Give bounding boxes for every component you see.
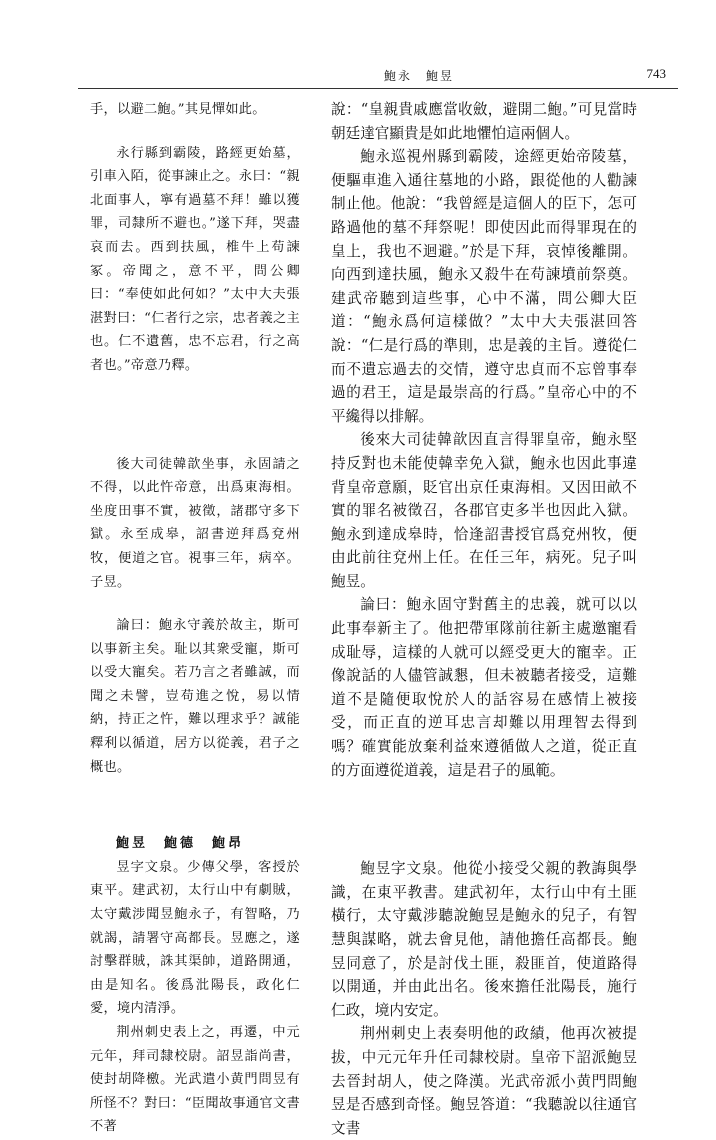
page-number: 743 <box>646 66 666 81</box>
right-paragraph-4: 鮑昱字文泉。他從小接受父親的教誨與學識，在東平教書。建武初年，太行山中有土匪橫行，太守戴涉聽說鮑昱是鮑永的兒子，有智慧與謀略，就去會見他，請他擔任高都長。鮑昱同意了，於是討伐土匪，殺匪首，使道路得以開通，并由此出名。後來擔任沘陽長，施行仁政，境内安定。 <box>331 860 637 1019</box>
section-title: 鮑昱 鮑德 鮑昂 <box>116 836 245 852</box>
right-paragraph-2: 後來大司徒韓歆因直言得罪皇帝，鮑永堅持反對也未能使韓幸免入獄，鮑永也因此事違背皇帝意願，貶官出京任東海相。又因田畝不實的罪名被徵召，各郡官吏多半也因此入獄。鮑永到達成皋時，恰逢詔書授官爲兗州牧，便由此前往兗州上任。在任三年，病死。兒子叫鮑昱。 <box>331 431 637 590</box>
right-paragraph-1: 鮑永巡視州縣到霸陵，途經更始帝陵墓，便驅車進入通往墓地的小路，跟從他的人勸諫制止他。他說：“我曾經是這個人的臣下，怎可路過他的墓不拜祭呢！即使因此而得罪現在的皇上，我也不迴避。”於是下拜，哀悼後離開。向西到達扶風，鮑永又殺牛在苟諫墳前祭奠。建武帝聽到這些事，心中不滿，問公卿大臣道：“鮑永爲何這樣做？”太中大夫張湛回答說：“仁是行爲的準則，忠是義的主旨。遵從仁而不遺忘過去的交情，遵守忠貞而不忘曾事奉過的君王，這是最崇高的行爲。”皇帝心中的不平纔得以排解。 <box>331 148 637 425</box>
translation-column <box>331 98 637 1140</box>
right-paragraph-0: 說：“皇親貴戚應當收斂，避開二鮑。”可見當時朝廷達官顯貴是如此地懼怕這兩個人。 <box>331 101 637 142</box>
left-paragraph-2: 後大司徒韓歆坐事，永固請之不得，以此忤帝意，出爲東海相。坐度田事不實，被徵，諸郡守多下獄。永至成皋，詔書逆拜爲兗州牧，便道之官。視事三年，病卒。子昱。 <box>90 456 300 590</box>
classical-text-column <box>90 98 300 1139</box>
page-header <box>78 64 678 89</box>
left-paragraph-4: 昱字文泉。少傳父學，客授於東平。建武初，太行山中有劇賊，太守戴涉聞昱鮑永子，有智略，乃就謁，請署守高都長。昱應之，遂討擊群賊，誅其渠帥，道路開通，由是知名。後爲沘陽長，政化仁愛，境内清淨。 <box>90 859 300 1017</box>
right-paragraph-5: 荆州刺史上表奏明他的政績，他再次被提拔，中元元年升任司隸校尉。皇帝下詔派鮑昱去晉封胡人，使之降漢。光武帝派小黄門問鮑昱是否感到奇怪。鮑昱答道：“我聽說以往通官文書 <box>331 1025 637 1137</box>
right-paragraph-3: 論曰：鮑永固守對舊主的忠義，就可以以此事奉新主了。他把帶軍隊前往新主處邀寵看成耻辱，這樣的人就可以經受更大的寵幸。正像說話的人儘管誠懇，但未被聽者接受，這難道不是隨便取悅於人的話容易在感情上被接受，而正直的逆耳忠言却難以用理智去得到嗎？確實能放棄利益來遵循做人之道，從正直的方面遵從道義，這是君子的風範。 <box>331 596 637 779</box>
running-title: 鮑永 鮑昱 <box>384 69 455 83</box>
left-paragraph-0: 手，以避二鮑。”其見憚如此。 <box>90 102 266 117</box>
left-paragraph-5: 荆州刺史表上之，再遷，中元元年，拜司隸校尉。詔昱詣尚書，使封胡降檄。光武遣小黄門問昱有所怪不？對曰：“臣聞故事通官文書不著 <box>90 1025 300 1135</box>
left-paragraph-1: 永行縣到霸陵，路經更始墓，引車入陌，從事諫止之。永曰：“親北面事人，寧有過墓不拜！雖以獲罪，司隸所不避也。”遂下拜，哭盡哀而去。西到扶風，椎牛上苟諫冢。帝聞之，意不平，問公卿曰：“奉使如此何如？”太中大夫張湛對曰：“仁者行之宗，忠者義之主也。仁不遺舊，忠不忘君，行之高者也。”帝意乃釋。 <box>90 145 300 373</box>
left-paragraph-3: 論曰：鮑永守義於故主，斯可以事新主矣。耻以其衆受寵，斯可以受大寵矣。若乃言之者雖誠，而聞之未譬，豈苟進之悅，易以情納，持正之忤，難以理求乎？誠能釋利以循道，居方以從義，君子之概也。 <box>90 618 300 775</box>
